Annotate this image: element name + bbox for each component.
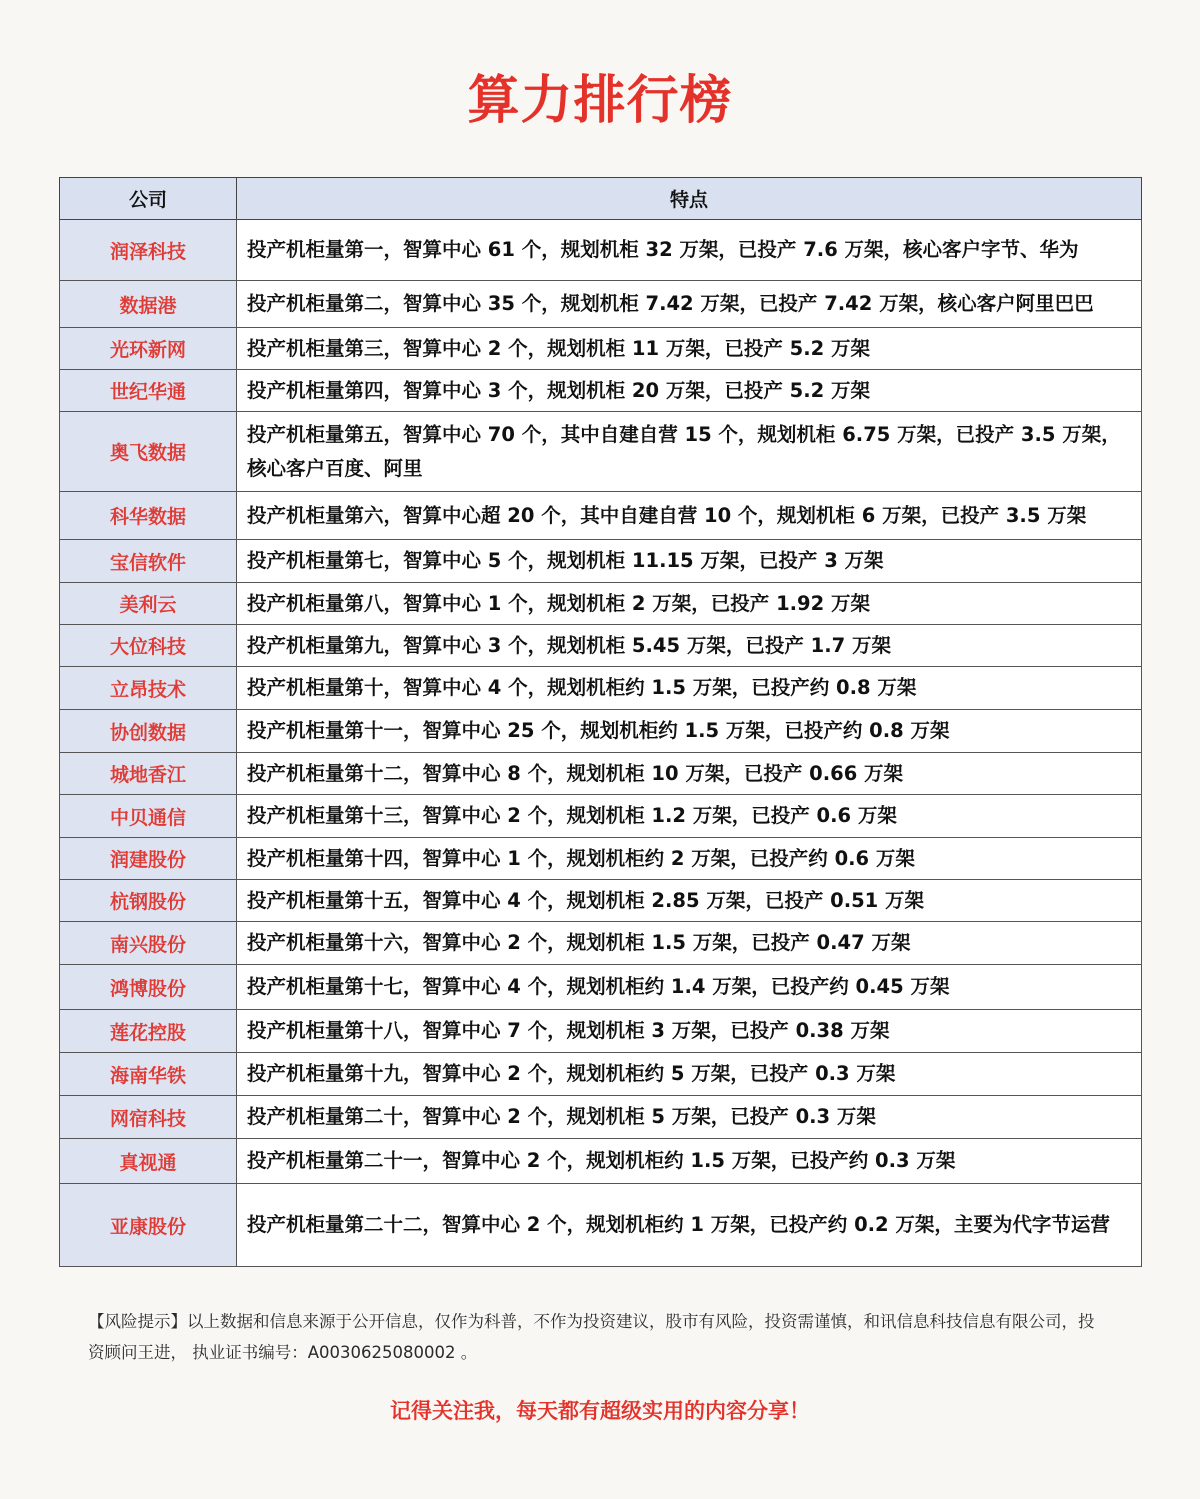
- table-row: [60, 220, 1142, 281]
- company-feature: 投产机柜量第二，智算中心 35 个，规划机柜 7.42 万架，已投产 7.42 万架，核心客户阿里巴巴: [237, 281, 1142, 328]
- company-feature: 投产机柜量第一，智算中心 61 个，规划机柜 32 万架，已投产 7.6 万架，核心客户字节、华为: [237, 220, 1142, 281]
- company-feature: 投产机柜量第十六，智算中心 2 个，规划机柜 1.5 万架，已投产 0.47 万架: [237, 922, 1142, 965]
- column-header-features: 特点: [237, 178, 1142, 220]
- table-row: [60, 1096, 1142, 1139]
- company-name: 协创数据: [60, 710, 237, 753]
- company-name: 光环新网: [60, 328, 237, 370]
- table-row: [60, 625, 1142, 667]
- company-name: 海南华铁: [60, 1053, 237, 1096]
- company-feature: 投产机柜量第十五，智算中心 4 个，规划机柜 2.85 万架，已投产 0.51 万架: [237, 880, 1142, 922]
- table-row: [60, 880, 1142, 922]
- company-feature: 投产机柜量第二十二，智算中心 2 个，规划机柜约 1 万架，已投产约 0.2 万架，主要为代字节运营: [237, 1184, 1142, 1267]
- company-name: 数据港: [60, 281, 237, 328]
- company-feature: 投产机柜量第十二，智算中心 8 个，规划机柜 10 万架，已投产 0.66 万架: [237, 753, 1142, 795]
- table-row: [60, 753, 1142, 795]
- table-row: [60, 1010, 1142, 1053]
- company-feature: 投产机柜量第十一，智算中心 25 个，规划机柜约 1.5 万架，已投产约 0.8 万架: [237, 710, 1142, 753]
- table-header-row: [60, 178, 1142, 220]
- company-name: 世纪华通: [60, 370, 237, 412]
- company-feature: 投产机柜量第十三，智算中心 2 个，规划机柜 1.2 万架，已投产 0.6 万架: [237, 795, 1142, 838]
- risk-disclaimer: 【风险提示】以上数据和信息来源于公开信息，仅作为科普，不作为投资建议，股市有风险，投资需谨慎，和讯信息科技信息有限公司，投资顾问王进， 执业证书编号：A0030625080002 。: [88, 1312, 1095, 1362]
- company-feature: 投产机柜量第十七，智算中心 4 个，规划机柜约 1.4 万架，已投产约 0.45 万架: [237, 965, 1142, 1010]
- table-row: [60, 965, 1142, 1010]
- table-row: [60, 281, 1142, 328]
- company-name: 网宿科技: [60, 1096, 237, 1139]
- company-name: 科华数据: [60, 492, 237, 540]
- column-header-company: 公司: [60, 178, 237, 220]
- table-row: [60, 922, 1142, 965]
- company-name: 真视通: [60, 1139, 237, 1184]
- company-name: 大位科技: [60, 625, 237, 667]
- table-row: [60, 1053, 1142, 1096]
- ranking-table: [59, 177, 1142, 1267]
- company-feature: 投产机柜量第十九，智算中心 2 个，规划机柜约 5 万架，已投产 0.3 万架: [237, 1053, 1142, 1096]
- company-name: 润泽科技: [60, 220, 237, 281]
- table-row: [60, 370, 1142, 412]
- table-row: [60, 583, 1142, 625]
- table-row: [60, 838, 1142, 880]
- company-name: 城地香江: [60, 753, 237, 795]
- table-row: [60, 492, 1142, 540]
- table-row: [60, 1184, 1142, 1267]
- company-name: 宝信软件: [60, 540, 237, 583]
- page-title: 算力排行榜: [467, 71, 733, 131]
- table-row: [60, 540, 1142, 583]
- company-name: 中贝通信: [60, 795, 237, 838]
- company-feature: 投产机柜量第二十，智算中心 2 个，规划机柜 5 万架，已投产 0.3 万架: [237, 1096, 1142, 1139]
- company-feature: 投产机柜量第七，智算中心 5 个，规划机柜 11.15 万架，已投产 3 万架: [237, 540, 1142, 583]
- company-feature: 投产机柜量第三，智算中心 2 个，规划机柜 11 万架，已投产 5.2 万架: [237, 328, 1142, 370]
- company-name: 美利云: [60, 583, 237, 625]
- follow-call-to-action: 记得关注我，每天都有超级实用的内容分享！: [390, 1399, 810, 1423]
- table-row: [60, 328, 1142, 370]
- company-name: 南兴股份: [60, 922, 237, 965]
- table-row: [60, 795, 1142, 838]
- company-feature: 投产机柜量第十，智算中心 4 个，规划机柜约 1.5 万架，已投产约 0.8 万架: [237, 667, 1142, 710]
- company-feature: 投产机柜量第四，智算中心 3 个，规划机柜 20 万架，已投产 5.2 万架: [237, 370, 1142, 412]
- company-name: 杭钢股份: [60, 880, 237, 922]
- company-name: 润建股份: [60, 838, 237, 880]
- company-feature: 投产机柜量第十四，智算中心 1 个，规划机柜约 2 万架，已投产约 0.6 万架: [237, 838, 1142, 880]
- company-name: 亚康股份: [60, 1184, 237, 1267]
- table-row: [60, 1139, 1142, 1184]
- company-name: 奥飞数据: [60, 412, 237, 492]
- company-name: 莲花控股: [60, 1010, 237, 1053]
- company-name: 鸿博股份: [60, 965, 237, 1010]
- company-feature: 投产机柜量第五，智算中心 70 个，其中自建自营 15 个，规划机柜 6.75 万架，已投产 3.5 万架，核心客户百度、阿里: [237, 412, 1142, 492]
- company-name: 立昂技术: [60, 667, 237, 710]
- table-row: [60, 667, 1142, 710]
- company-feature: 投产机柜量第十八，智算中心 7 个，规划机柜 3 万架，已投产 0.38 万架: [237, 1010, 1142, 1053]
- company-feature: 投产机柜量第六，智算中心超 20 个，其中自建自营 10 个，规划机柜 6 万架，已投产 3.5 万架: [237, 492, 1142, 540]
- table-row: [60, 412, 1142, 492]
- company-feature: 投产机柜量第九，智算中心 3 个，规划机柜 5.45 万架，已投产 1.7 万架: [237, 625, 1142, 667]
- company-feature: 投产机柜量第八，智算中心 1 个，规划机柜 2 万架，已投产 1.92 万架: [237, 583, 1142, 625]
- company-feature: 投产机柜量第二十一，智算中心 2 个，规划机柜约 1.5 万架，已投产约 0.3 万架: [237, 1139, 1142, 1184]
- table-row: [60, 710, 1142, 753]
